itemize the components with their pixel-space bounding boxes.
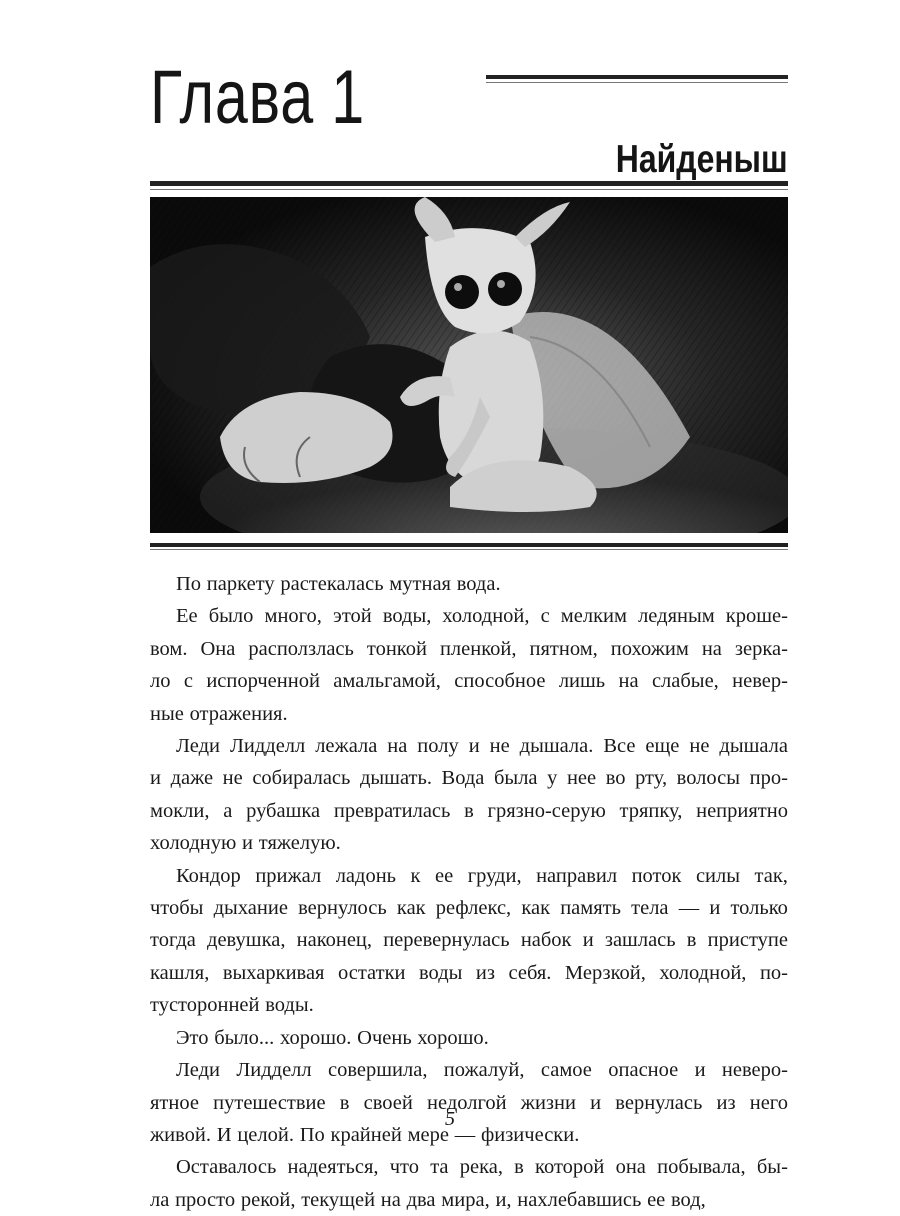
paragraph xyxy=(150,600,788,730)
text-line: Ее было много, этой воды, холодной, с мелким ледяным кроше- xyxy=(176,605,788,628)
subtitle-rule-thin xyxy=(150,189,788,190)
text-line: Оставалось надеяться, что та река, в которой она побывала, бы- xyxy=(176,1156,788,1179)
paragraph xyxy=(150,860,788,1022)
text-line: живой. И целой. По крайней мере — физически. xyxy=(150,1123,580,1146)
text-line: чтобы дыхание вернулось как рефлекс, как память тела — и только xyxy=(150,897,788,920)
text-line: кашля, выхаркивая остатки воды из себя. Мерзкой, холодной, по- xyxy=(150,961,788,984)
text-line: Леди Лидделл совершила, пожалуй, самое опасное и невеpо- xyxy=(176,1059,788,1082)
text-line: тусторонней воды. xyxy=(150,994,314,1017)
text-line: тогда девушка, наконец, перевернулась набок и зашлась в приступе xyxy=(150,929,788,952)
text-line: и даже не собиралась дышать. Вода была у нее во рту, волосы про- xyxy=(150,767,788,790)
illustration-bottom-rule xyxy=(150,543,788,547)
paragraph xyxy=(150,1151,788,1216)
text-line: холодную и тяжелую. xyxy=(150,832,341,855)
illustration-bottom-rule-thin xyxy=(150,549,788,550)
page-number: 5 xyxy=(445,1108,455,1130)
paragraph xyxy=(150,568,788,600)
text-line: Кондор прижал ладонь к ее груди, направил поток силы так, xyxy=(176,864,788,887)
text-line: По паркету растекалась мутная вода. xyxy=(176,573,501,595)
text-line: Это было... хорошо. Очень хорошо. xyxy=(176,1026,489,1049)
chapter-subtitle: Найденыш xyxy=(616,138,788,181)
text-line: ло с испорченной амальгамой, способное лишь на слабые, невер- xyxy=(150,670,788,693)
chapter-title: Глава 1 xyxy=(150,55,366,140)
paragraph xyxy=(150,1054,788,1151)
text-line: мокли, а рубашка превратилась в грязно-серую тряпку, неприятно xyxy=(150,799,788,822)
text-line: ятное путешествие в своей недолгой жизни и вернулась из него xyxy=(150,1091,788,1114)
top-rule-thin xyxy=(486,82,788,83)
text-line: Леди Лидделл лежала на полу и не дышала. Все еще не дышала xyxy=(176,735,788,758)
subtitle-rule xyxy=(150,181,788,186)
paragraph xyxy=(150,730,788,860)
text-line: ные отражения. xyxy=(150,702,288,725)
moth-creature-illustration xyxy=(150,197,788,533)
text-line: вом. Она расползлась тонкой пленкой, пятном, похожим на зерка- xyxy=(150,637,788,660)
paragraph xyxy=(150,1022,788,1054)
text-line: ла просто рекой, текущей на два мира, и, нахлебавшись ее вод, xyxy=(150,1188,706,1211)
top-rule xyxy=(486,75,788,79)
